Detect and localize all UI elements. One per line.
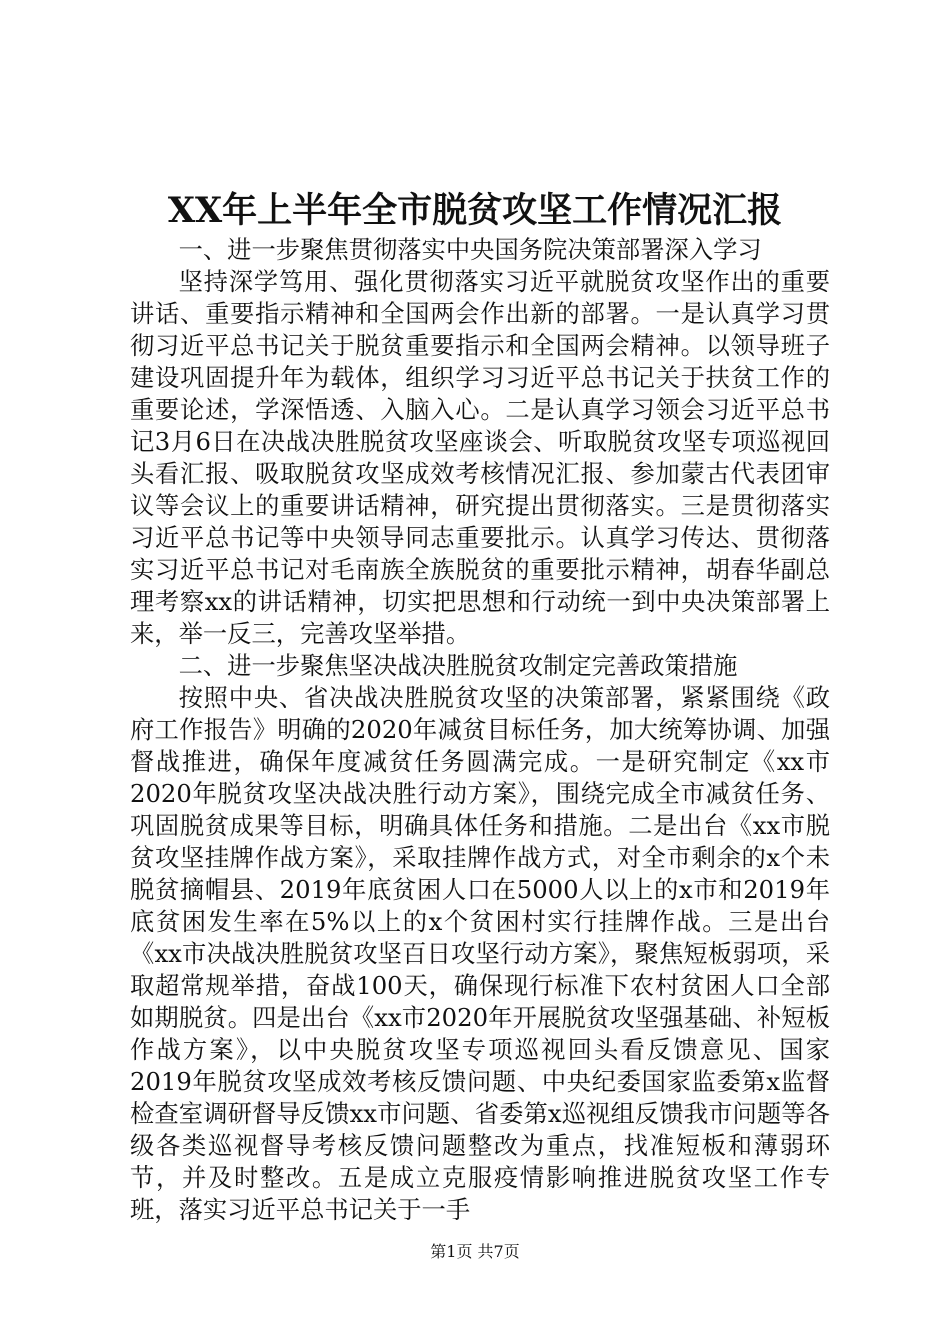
section-heading-1: 一、进一步聚焦贯彻落实中央国务院决策部署深入学习 — [178, 235, 762, 264]
body-paragraph-1: 坚持深学笃用、强化贯彻落实习近平就脱贫攻坚作出的重要讲话、重要指示精神和全国两会作出新的部署。一是认真学习贯彻习近平总书记关于脱贫重要指示和全国两会精神。以领导班子建设巩固提升年为载体，组织学习习近平总书记关于扶贫工作的重要论述，学深悟透、入脑入心。二是认真学习领会习近平总书记3月6日在决战决胜脱贫攻坚座谈会、听取脱贫攻坚专项巡视回头看汇报、吸取脱贫攻坚成效考核情况汇报、参加蒙古代表团审议等会议上的重要讲话精神，研究提出贯彻落实。三是贯彻落实习近平总书记等中央领导同志重要批示。认真学习传达、贯彻落实习近平总书记对毛南族全族脱贫的重要批示精神，胡春华副总理考察xx的讲话精神，切实把思想和行动统一到中央决策部署上来，举一反三，完善攻坚举措。 — [130, 267, 830, 648]
document-title: XX年上半年全市脱贫攻坚工作情况汇报 — [167, 190, 783, 231]
section-heading-2: 二、进一步聚焦坚决战决胜脱贫攻制定完善政策措施 — [178, 651, 738, 680]
page-number-footer: 第1页 共7页 — [430, 1242, 520, 1261]
document-body — [130, 234, 830, 1226]
body-paragraph-2: 按照中央、省决战决胜脱贫攻坚的决策部署，紧紧围绕《政府工作报告》明确的2020年减贫目标任务，加大统筹协调、加强督战推进，确保年度减贫任务圆满完成。一是研究制定《xx市2020年脱贫攻坚决战决胜行动方案》，围绕完成全市减贫任务、巩固脱贫成果等目标，明确具体任务和措施。二是出台《xx市脱贫攻坚挂牌作战方案》，采取挂牌作战方式，对全市剩余的x个未脱贫摘帽县、2019年底贫困人口在5000人以上的x市和2019年底贫困发生率在5%以上的x个贫困村实行挂牌作战。三是出台《xx市决战决胜脱贫攻坚百日攻坚行动方案》，聚焦短板弱项，采取超常规举措，奋战100天，确保现行标准下农村贫困人口全部如期脱贫。四是出台《xx市2020年开展脱贫攻坚强基础、补短板作战方案》，以中央脱贫攻坚专项巡视回头看反馈意见、国家2019年脱贫攻坚成效考核反馈问题、中央纪委国家监委第x监督检查室调研督导反馈xx市问题、省委第x巡视组反馈我市问题等各级各类巡视督导考核反馈问题整改为重点，找准短板和薄弱环节，并及时整改。五是成立克服疫情影响推进脱贫攻坚工作专班，落实习近平总书记关于一手 — [130, 683, 830, 1224]
